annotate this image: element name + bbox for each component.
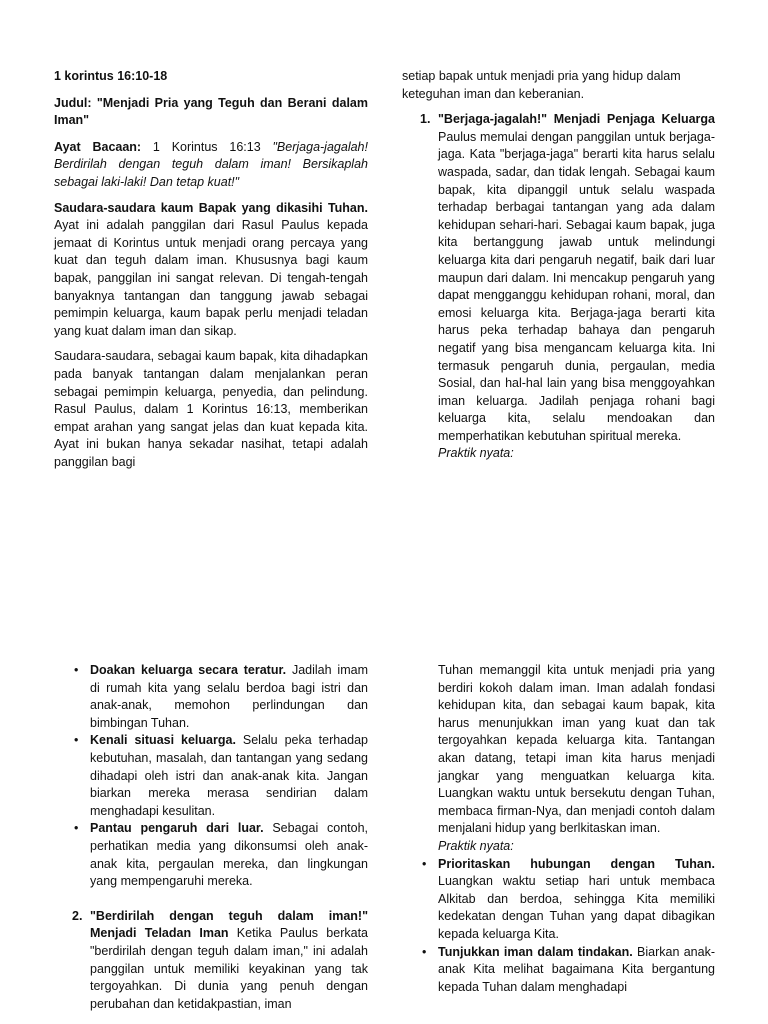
bullet-bold: Doakan keluarga secara teratur. xyxy=(90,663,287,677)
bullet-item xyxy=(422,856,715,944)
bullet-bold: Tunjukkan iman dalam tindakan. xyxy=(438,944,633,959)
intro-text: Ayat ini adalah panggilan dari Rasul Paulus kepada jemaat di Korintus untuk menjadi orang percaya yang kuat dan teguh dalam iman. Khususnya bagi kaum bapak, panggilan ini sangat relevan. Di tengah-tengah banyaknya tantangan dan tanggung jawab sebagai pemimpin keluarga, kaum bapak perlu menjadi teladan yang kuat dalam iman dan sikap. xyxy=(54,218,368,338)
numbered-list-1 xyxy=(420,111,715,463)
bullet-icon: • xyxy=(74,821,79,836)
list-number-1: 1. xyxy=(420,112,431,127)
sermon-title xyxy=(54,95,368,130)
item2-body: Ketika Paulus berkata "berdirilah dengan teguh dalam iman," ini adalah panggilan untuk memiliki keyakinan yang tak tergoyahkan. Di dunia yang penuh dengan perubahan dan ketidakpastian, iman xyxy=(90,926,368,1011)
item1-heading: "Berjaga-jagalah!" Menjadi Penjaga Keluarga xyxy=(438,112,715,127)
reading-verse: "Berjaga-jagalah! Berdirilah dengan teguh dalam iman! Bersikaplah sebagai laki-laki! Dan tetap kuat!" xyxy=(54,139,368,189)
bullet-item xyxy=(74,820,368,890)
continuation-paragraph: setiap bapak untuk menjadi pria yang hidup dalam keteguhan iman dan keberanian. xyxy=(402,69,681,101)
reading-ref: 1 Korintus 16:13 xyxy=(141,139,273,154)
top-right-column xyxy=(402,68,715,463)
bullet-bold: Pantau pengaruh dari luar. xyxy=(90,821,264,836)
list-number-2: 2. xyxy=(72,908,83,923)
list-item-1 xyxy=(420,111,715,445)
bullet-text: Sebagai contoh, perhatikan media yang dikonsumsi oleh anak-anak kita, pergaulan mereka, dan lingkungan yang mempengaruhi mereka. xyxy=(90,821,368,889)
bullet-text: Selalu peka terhadap kebutuhan, masalah, dan tantangan yang sedang dihadapi oleh istri dan anak-anak kita. Jangan biarkan mereka merasa sendirian dalam menghadapi kesulitan. xyxy=(90,733,368,818)
scripture-reference: 1 korintus 16:10-18 xyxy=(54,69,168,83)
bullet-bold: Prioritaskan hubungan dengan Tuhan. xyxy=(438,856,715,871)
sermon-title-text: Judul: "Menjadi Pria yang Teguh dan Berani dalam Iman" xyxy=(54,95,368,128)
bullet-item xyxy=(422,944,715,997)
item1-body: Paulus memulai dengan panggilan untuk berjaga-jaga. Kata "berjaga-jaga" berarti kita harus selalu waspada, sadar, dan tidak lengah. Sebagai kaum bapak, kita dipanggil untuk selalu waspada terhadap berbagai tantangan yang ada dalam kehidupan sehari-hari. Sebagai kaum bapak, juga kita bertanggung jawab untuk melindungi keluarga kita dari pengaruh negatif, baik dari luar maupun dari dalam. Ini mencakup pengaruh yang dapat mengganggu kehidupan rohani, moral, dan emosi keluarga kita. Berjaga-jaga berarti kita harus peka terhadap bahaya dan pengaruh negatif yang bisa mengancam keluarga kita. Ini termasuk pengaruh dunia, pergaulan, media Sosial, dan hal-hal lain yang bisa menggoyahkan iman keluarga. Jadilah penjaga rohani bagi keluarga kita, selalu mendoakan dan memperhatikan kebutuhan spiritual mereka. xyxy=(438,129,715,443)
top-left-column xyxy=(54,68,368,479)
intro-paragraph xyxy=(54,200,368,341)
praktik-label-1: Praktik nyata: xyxy=(438,446,514,461)
list-item-2 xyxy=(72,908,368,1014)
bullet-icon: • xyxy=(422,856,427,871)
bullet-icon: • xyxy=(74,733,79,748)
bullet-text: Jadilah imam di rumah kita yang selalu berdoa bagi istri dan anak-anak, memohon perlindungan dan bimbingan Tuhan. xyxy=(90,663,368,730)
bullet-item xyxy=(74,662,368,732)
reading-paragraph xyxy=(54,139,368,192)
bullet-bold: Kenali situasi keluarga. xyxy=(90,733,236,748)
context-paragraph: Saudara-saudara, sebagai kaum bapak, kita dihadapkan pada banyak tantangan dalam menjalankan peran sebagai pemimpin keluarga, penyedia, dan pelindung. Rasul Paulus, dalam 1 Korintus 16:13, memberikan empat arahan yang sangat jelas dan kuat kepada kita. Ayat ini bukan hanya sekadar nasihat, tetapi adalah panggilan bagi xyxy=(54,349,368,469)
bullet-item xyxy=(74,732,368,820)
praktik-label-2: Praktik nyata: xyxy=(438,838,514,853)
bullet-text: Luangkan waktu setiap hari untuk membaca Alkitab dan berdoa, sehingga Kita memiliki kedekatan dengan Tuhan yang dapat dibagikan kepada keluarga Kita. xyxy=(438,874,715,941)
bottom-right-column xyxy=(422,662,715,996)
faith-paragraph: Tuhan memanggil kita untuk menjadi pria yang berdiri kokoh dalam iman. Iman adalah fondasi kehidupan kita, dan sebagai kaum bapak, kita harus menunjukkan iman yang kuat dan tak tergoyahkan kepada keluarga kita. Tantangan akan datang, tetapi iman kita harus menjadi jangkar yang menguatkan keluarga kita. Luangkan waktu untuk bersekutu dengan Tuhan, membaca firman-Nya, dan menjadi contoh dalam menjalani hidup yang berlkitaskan iman. xyxy=(438,663,715,836)
bullet-text: Biarkan anak-anak Kita melihat bagaimana Kita bergantung kepada Tuhan dalam menghadapi xyxy=(438,944,715,994)
item2-heading: "Berdirilah dengan teguh dalam iman!" Menjadi Teladan Iman xyxy=(90,908,368,941)
bullet-icon: • xyxy=(422,944,427,959)
intro-greeting: Saudara-saudara kaum Bapak yang dikasihi Tuhan. xyxy=(54,200,368,215)
reading-label: Ayat Bacaan: xyxy=(54,139,142,154)
bottom-left-column xyxy=(72,662,368,1013)
bullet-icon: • xyxy=(74,663,79,677)
